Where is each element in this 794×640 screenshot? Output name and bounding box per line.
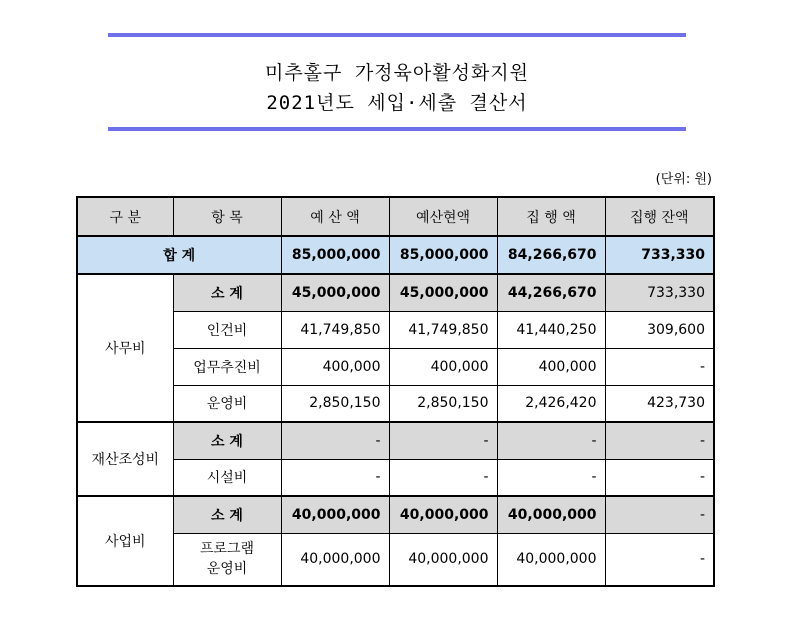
item-cell: 소 계 — [173, 496, 281, 533]
budget-cell: 41,749,850 — [281, 311, 389, 348]
category-cell: 사업비 — [77, 496, 173, 586]
current-cell: - — [389, 459, 497, 496]
table-row — [77, 348, 714, 385]
executed-cell: 400,000 — [497, 348, 605, 385]
executed-cell: 40,000,000 — [497, 533, 605, 586]
settlement-table — [76, 196, 715, 587]
current-cell: 2,850,150 — [389, 385, 497, 422]
executed-cell: 40,000,000 — [497, 496, 605, 533]
table-row — [77, 496, 714, 533]
total-row — [77, 236, 714, 274]
header-executed: 집 행 액 — [497, 197, 605, 236]
item-line2: 운영비 — [206, 561, 248, 578]
current-cell: 400,000 — [389, 348, 497, 385]
executed-cell: 44,266,670 — [497, 274, 605, 311]
total-label: 합 계 — [77, 236, 281, 274]
header-budget: 예 산 액 — [281, 197, 389, 236]
total-current: 85,000,000 — [389, 236, 497, 274]
budget-cell: - — [281, 422, 389, 459]
item-cell: 업무추진비 — [173, 348, 281, 385]
table-header-row — [77, 197, 714, 236]
remaining-cell: 309,600 — [605, 311, 714, 348]
header-item: 항 목 — [173, 197, 281, 236]
table-row — [77, 533, 714, 586]
total-executed: 84,266,670 — [497, 236, 605, 274]
header-remaining: 집행 잔액 — [605, 197, 714, 236]
category-cell: 사무비 — [77, 274, 173, 422]
table-row — [77, 459, 714, 496]
item-cell: 운영비 — [173, 385, 281, 422]
item-cell: 소 계 — [173, 274, 281, 311]
item-line1: 프로그램 — [199, 541, 255, 558]
table-row — [77, 385, 714, 422]
budget-cell: 45,000,000 — [281, 274, 389, 311]
remaining-cell: 733,330 — [605, 274, 714, 311]
budget-cell: - — [281, 459, 389, 496]
remaining-cell: - — [605, 533, 714, 586]
executed-cell: 41,440,250 — [497, 311, 605, 348]
total-budget: 85,000,000 — [281, 236, 389, 274]
item-cell — [173, 533, 281, 586]
remaining-cell: - — [605, 459, 714, 496]
item-cell: 소 계 — [173, 422, 281, 459]
remaining-cell: - — [605, 348, 714, 385]
title-top-rule — [108, 33, 686, 37]
current-cell: - — [389, 422, 497, 459]
document-title-line1: 미추홀구 가정육아활성화지원 — [264, 62, 530, 84]
executed-cell: 2,426,420 — [497, 385, 605, 422]
budget-cell: 40,000,000 — [281, 496, 389, 533]
budget-cell: 40,000,000 — [281, 533, 389, 586]
title-bottom-rule — [108, 127, 686, 131]
current-cell: 40,000,000 — [389, 496, 497, 533]
executed-cell: - — [497, 459, 605, 496]
unit-label: (단위: 원) — [655, 172, 712, 187]
total-remaining: 733,330 — [605, 236, 714, 274]
remaining-cell: - — [605, 496, 714, 533]
remaining-cell: - — [605, 422, 714, 459]
current-cell: 41,749,850 — [389, 311, 497, 348]
current-cell: 40,000,000 — [389, 533, 497, 586]
category-cell: 재산조성비 — [77, 422, 173, 496]
table-row — [77, 422, 714, 459]
remaining-cell: 423,730 — [605, 385, 714, 422]
budget-cell: 400,000 — [281, 348, 389, 385]
current-cell: 45,000,000 — [389, 274, 497, 311]
header-category: 구 분 — [77, 197, 173, 236]
item-cell: 시설비 — [173, 459, 281, 496]
table-row — [77, 311, 714, 348]
document-title-line2: 2021년도 세입·세출 결산서 — [266, 92, 528, 114]
budget-cell: 2,850,150 — [281, 385, 389, 422]
header-current-budget: 예산현액 — [389, 197, 497, 236]
executed-cell: - — [497, 422, 605, 459]
item-cell: 인건비 — [173, 311, 281, 348]
table-row — [77, 274, 714, 311]
